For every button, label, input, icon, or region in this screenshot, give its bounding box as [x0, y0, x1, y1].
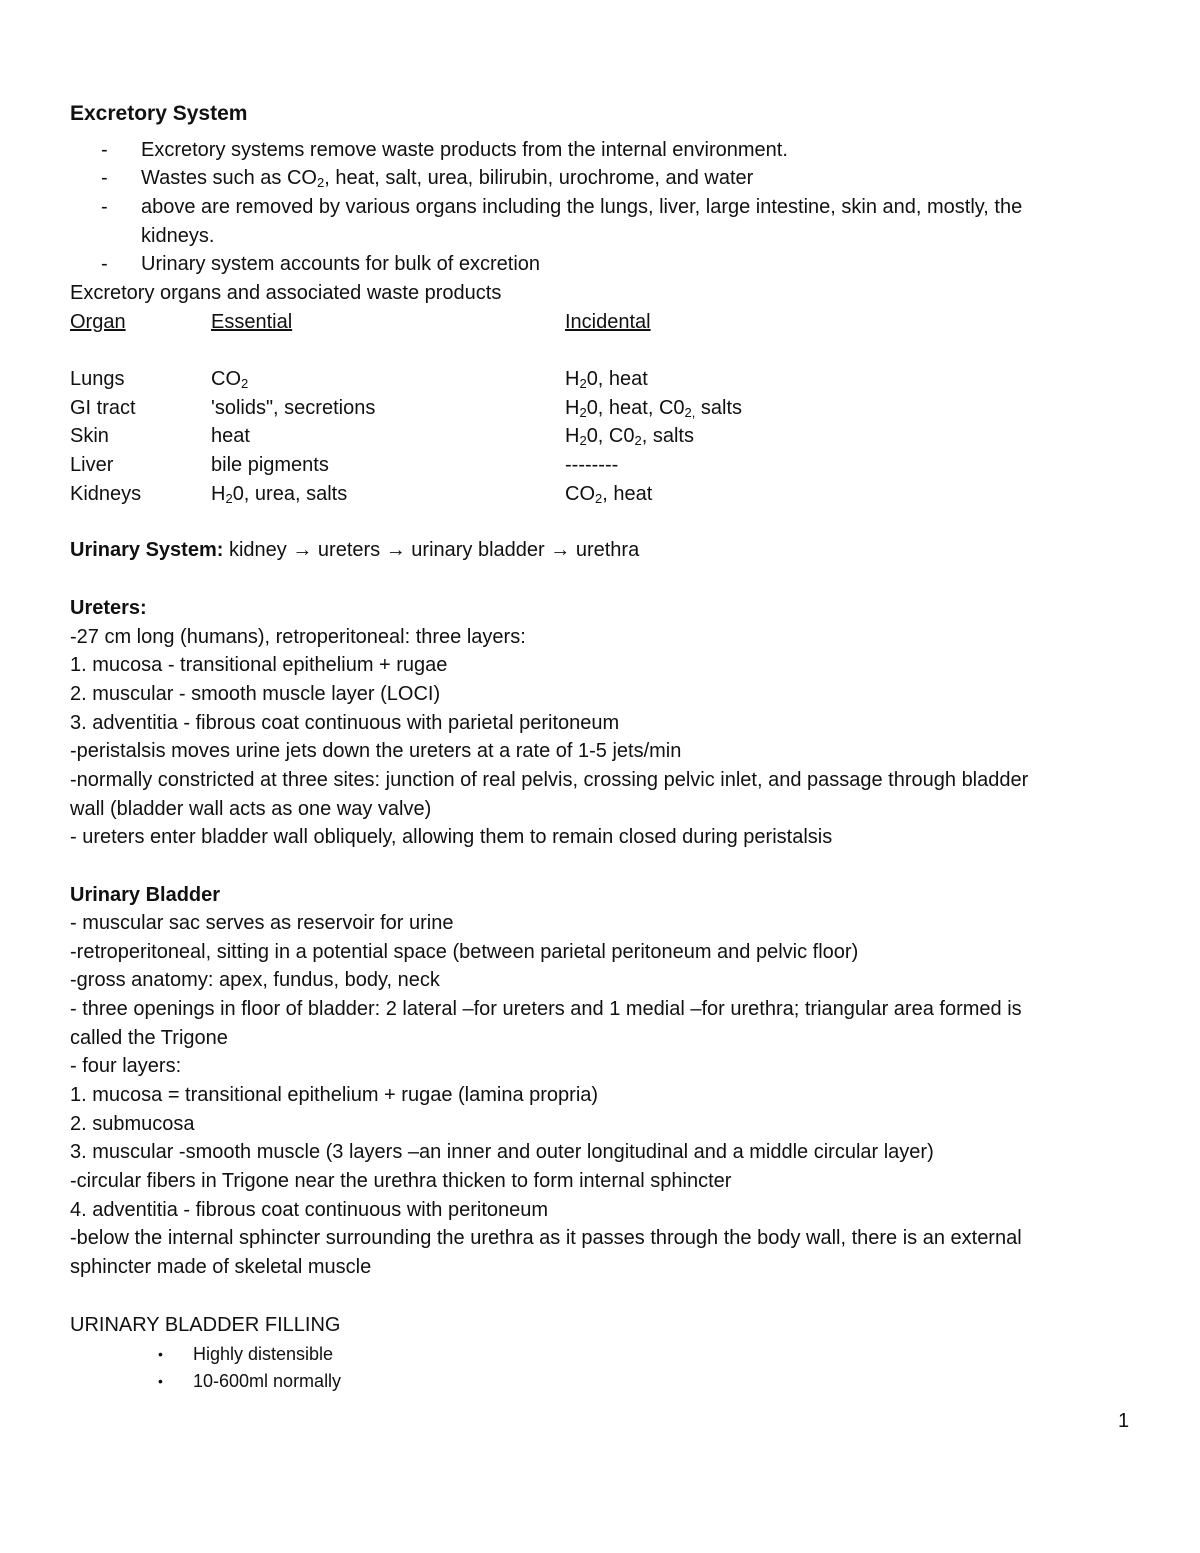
bladder-line: sphincter made of skeletal muscle	[70, 1256, 372, 1278]
table-header-incidental: Incidental	[565, 311, 651, 333]
bullet-dot-icon: •	[158, 1346, 163, 1362]
cell-essential: $H_20$, urea, salts	[211, 483, 348, 506]
ureters-heading: Ureters:	[70, 597, 147, 619]
ureters-line: wall (bladder wall acts as one way valve)	[70, 798, 432, 820]
bladder-line: -circular fibers in Trigone near the urethra thicken to form internal sphincter	[70, 1170, 732, 1192]
bladder-line: 3. muscular -smooth muscle (3 layers –an inner and outer longitudinal and a middle circular layer)	[70, 1141, 934, 1163]
page-number: 1	[1118, 1410, 1130, 1432]
dash-marker: -	[101, 139, 108, 161]
cell-incidental: $H_20$, heat, $C0_{2,}$ salts	[565, 397, 743, 420]
ureters-line: - ureters enter bladder wall obliquely, allowing them to remain closed during peristalsis	[70, 826, 833, 848]
cell-incidental: $H_20$, $C0_2$, salts	[565, 425, 694, 448]
cell-organ: Lungs	[70, 368, 125, 390]
dash-marker: -	[101, 167, 108, 189]
arrow-right-icon: →	[385, 539, 406, 561]
cell-incidental: $CO_2$, heat	[565, 483, 653, 506]
ureters-line: 2. muscular - smooth muscle layer (LOCI)	[70, 683, 441, 705]
bullet-dot-icon: •	[158, 1373, 163, 1389]
urinary-system-flow: Urinary System: kidney → ureters → urinary bladder → urethra	[70, 539, 640, 561]
bladder-line: 2. submucosa	[70, 1113, 195, 1135]
bladder-line: called the Trigone	[70, 1027, 228, 1049]
page-title: Excretory System	[70, 102, 248, 125]
dash-marker: -	[101, 253, 108, 275]
cell-essential: $CO_2$	[211, 368, 249, 391]
bladder-line: - four layers:	[70, 1055, 182, 1077]
cell-incidental: --------	[565, 454, 619, 476]
ureters-line: -normally constricted at three sites: junction of real pelvis, crossing pelvic inlet, and passage through bladder	[70, 769, 1029, 791]
document-page: Excretory System - Excretory systems remove waste products from the internal environment. - Wastes such as $CO_2$, heat, salt, urea, bilirubin, urochrome, and water - above are removed by various organs including the lungs, liver, large intestine, skin and, mostly, the kidneys. - Urinary system accounts for bulk of excretion Excretory organs and associated waste products Organ Essential Incidental Lungs $CO_2$ $H_20$, heat GI tract 'solids", secretions $H_20$, heat, $C0_{2,}$ salts Skin heat $H_20$, $C0_2$, salts Liver bile pigments -------- Kidneys $H_20$, urea, salts $CO_2$, heat Urinary System: kidney → ureters → urinary bladder → urethra Ureters: -27 cm long (humans), retroperitoneal: three layers: 1. mucosa - transitional epithelium + rugae 2. muscular - smooth muscle layer (LOCI) 3. adventitia - fibrous coat continuous with parietal peritoneum -peristalsis moves urine jets down the ureters at a rate of 1-5 jets/min -normally constricted at three sites: junction of real pelvis, crossing pelvic inlet, and passage through bladder wall (bladder wall acts as one way valve) - ureters enter bladder wall obliquely, allowing them to remain closed during peristalsis Urinary Bladder - muscular sac serves as reservoir for urine -retroperitoneal, sitting in a potential space (between parietal peritoneum and pelvic floor) -gross anatomy: apex, fundus, body, neck - three openings in floor of bladder: 2 lateral –for ureters and 1 medial –for urethra; triangular area formed is called the Trigone - four layers: 1. mucosa = transitional epithelium + rugae (lamina propria) 2. submucosa 3. muscular -smooth muscle (3 layers –an inner and outer longitudinal and a middle circular layer) -circular fibers in Trigone near the urethra thicken to form internal sphincter 4. adventitia - fibrous coat continuous with peritoneum -below the internal sphincter surrounding the urethra as it passes through the body wall, there is an external sphincter made of skeletal muscle URINARY BLADDER FILLING • Highly distensible • 10-600ml normally 1	[70, 102, 1130, 1432]
bladder-heading: Urinary Bladder	[70, 884, 221, 906]
arrow-right-icon: →	[292, 539, 313, 561]
cell-organ: Skin	[70, 425, 109, 447]
table-caption: Excretory organs and associated waste products	[70, 282, 502, 304]
filling-heading: URINARY BLADDER FILLING	[70, 1314, 341, 1336]
ureters-line: -27 cm long (humans), retroperitoneal: three layers:	[70, 626, 526, 648]
cell-essential: 'solids", secretions	[211, 397, 376, 419]
cell-essential: bile pigments	[211, 454, 329, 476]
bladder-line: -below the internal sphincter surrounding the urethra as it passes through the body wall, there is an external	[70, 1227, 1022, 1249]
table-header-essential: Essential	[211, 311, 293, 333]
intro-bullet-3-cont: kidneys.	[141, 225, 215, 247]
cell-organ: GI tract	[70, 397, 136, 419]
bladder-line: - muscular sac serves as reservoir for urine	[70, 912, 454, 934]
ureters-line: -peristalsis moves urine jets down the ureters at a rate of 1-5 jets/min	[70, 740, 682, 762]
bladder-line: - three openings in floor of bladder: 2 lateral –for ureters and 1 medial –for urethra; triangular area formed is	[70, 998, 1022, 1020]
bladder-line: 4. adventitia - fibrous coat continuous with peritoneum	[70, 1199, 549, 1221]
bladder-line: -gross anatomy: apex, fundus, body, neck	[70, 969, 440, 991]
cell-organ: Liver	[70, 454, 114, 476]
ureters-line: 1. mucosa - transitional epithelium + rugae	[70, 654, 448, 676]
bladder-line: -retroperitoneal, sitting in a potential space (between parietal peritoneum and pelvic floor)	[70, 941, 859, 963]
cell-incidental: $H_20$, heat	[565, 368, 648, 391]
arrow-right-icon: →	[550, 539, 571, 561]
ureters-line: 3. adventitia - fibrous coat continuous with parietal peritoneum	[70, 712, 620, 734]
cell-organ: Kidneys	[70, 483, 142, 505]
bladder-line: 1. mucosa = transitional epithelium + rugae (lamina propria)	[70, 1084, 599, 1106]
urinary-system-label: Urinary System:	[70, 539, 224, 561]
cell-essential: heat	[211, 425, 250, 447]
dash-marker: -	[101, 196, 108, 218]
table-header-organ: Organ	[70, 311, 126, 333]
